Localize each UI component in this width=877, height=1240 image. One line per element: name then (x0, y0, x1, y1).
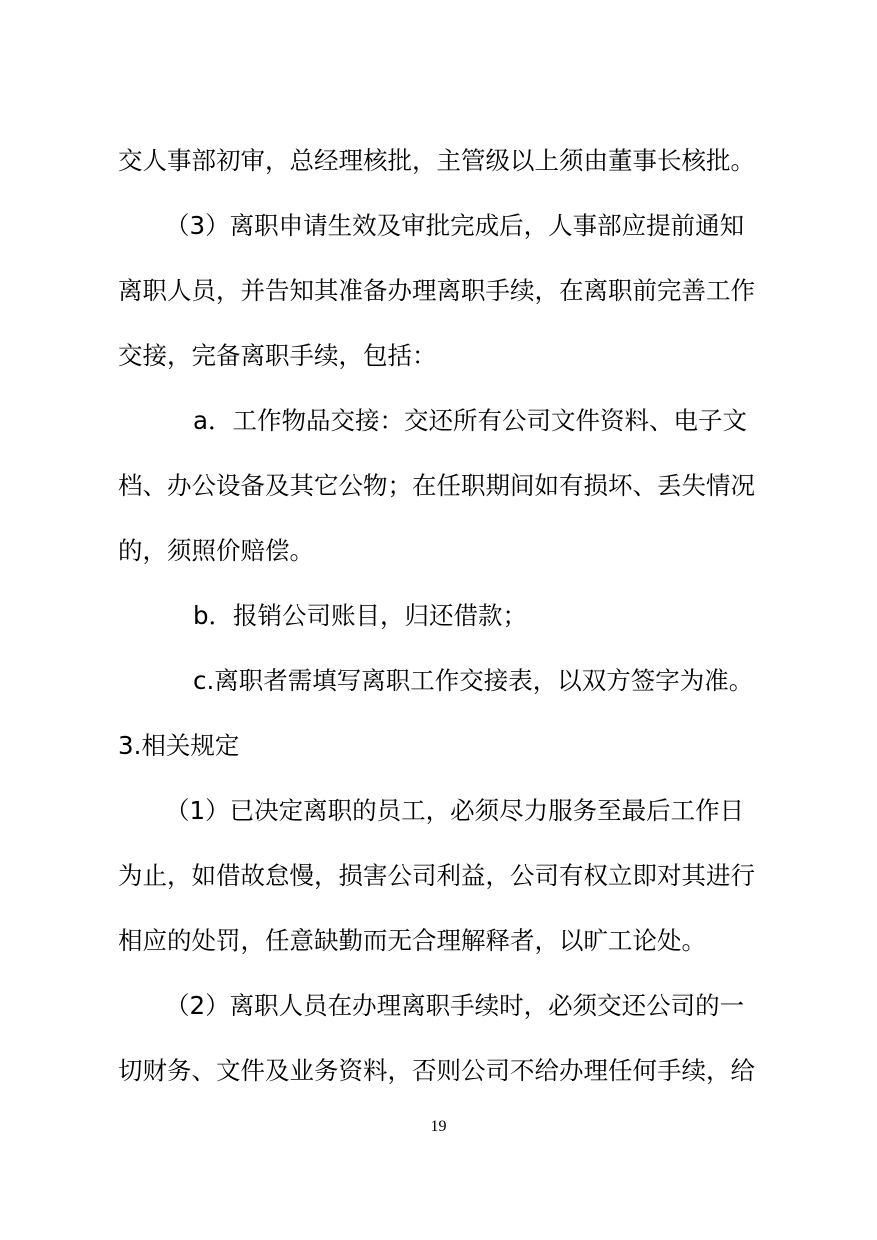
text-line: （3）离职申请生效及审批完成后，人事部应提前通知 (165, 211, 745, 240)
text-line: c.离职者需填写离职工作交接表，以双方签字为准。 (193, 666, 754, 695)
text-line: 档、办公设备及其它公物；在任职期间如有损坏、丢失情况 (118, 471, 755, 500)
text-line: 交接，完备离职手续，包括： (118, 341, 437, 370)
text-line: 切财务、文件及业务资料，否则公司不给办理任何手续，给 (118, 1056, 755, 1085)
text-line: 交人事部初审，总经理核批，主管级以上须由董事长核批。 (118, 146, 755, 175)
text-line: 离职人员，并告知其准备办理离职手续，在离职前完善工作 (118, 276, 755, 305)
page-number: 19 (430, 1118, 447, 1135)
text-line: （2）离职人员在办理离职手续时，必须交还公司的一 (165, 991, 745, 1020)
section-heading: 3.相关规定 (118, 731, 240, 760)
text-line: （1）已决定离职的员工，必须尽力服务至最后工作日 (165, 796, 745, 825)
text-line: 相应的处罚，任意缺勤而无合理解释者，以旷工论处。 (118, 926, 706, 955)
text-line: 为止，如借故怠慢，损害公司利益，公司有权立即对其进行 (118, 861, 755, 890)
text-line: 的，须照价赔偿。 (118, 536, 314, 565)
text-line: b．报销公司账目，归还借款； (193, 601, 528, 630)
text-line: a．工作物品交接：交还所有公司文件资料、电子文 (193, 406, 748, 435)
